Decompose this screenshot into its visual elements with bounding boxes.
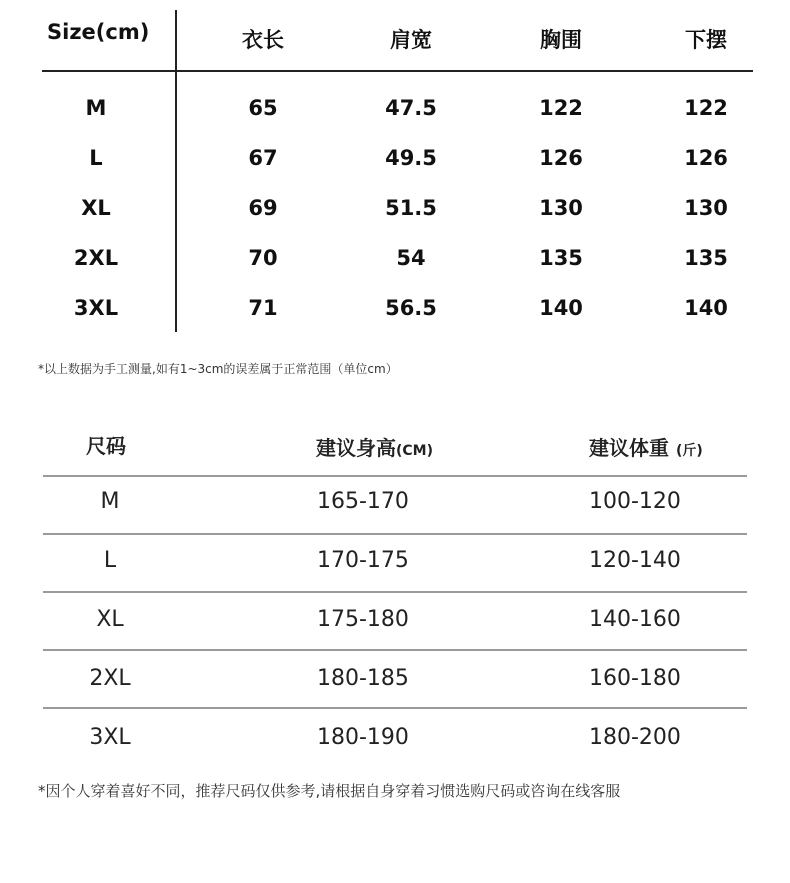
row-divider <box>43 533 747 535</box>
header-weight <box>589 432 703 461</box>
rec-row-size: M <box>100 489 120 514</box>
rec-row-weight: 100-120 <box>589 489 681 514</box>
rec-row-weight: 160-180 <box>589 666 681 691</box>
row-chest: 126 <box>539 146 583 170</box>
rec-row-size: 3XL <box>89 725 131 750</box>
column-divider <box>175 10 177 332</box>
row-length: 71 <box>248 296 278 320</box>
row-hem: 122 <box>684 96 728 120</box>
row-shoulder: 54 <box>396 246 426 270</box>
row-hem: 135 <box>684 246 728 270</box>
row-divider <box>43 707 747 709</box>
header-height-label: 建议身高 <box>316 436 396 460</box>
header-hem: 下摆 <box>685 28 727 52</box>
row-chest: 122 <box>539 96 583 120</box>
row-length: 69 <box>248 196 278 220</box>
row-chest: 130 <box>539 196 583 220</box>
measurement-note: *以上数据为手工测量,如有1~3cm的误差属于正常范围（单位cm） <box>38 362 398 376</box>
row-shoulder: 47.5 <box>385 96 437 120</box>
row-length: 67 <box>248 146 278 170</box>
row-chest: 140 <box>539 296 583 320</box>
rec-row-height: 180-190 <box>317 725 409 750</box>
rec-row-size: XL <box>96 607 124 632</box>
row-hem: 140 <box>684 296 728 320</box>
row-shoulder: 56.5 <box>385 296 437 320</box>
row-chest: 135 <box>539 246 583 270</box>
rec-row-weight: 140-160 <box>589 607 681 632</box>
row-size: 3XL <box>73 296 119 320</box>
rec-row-height: 180-185 <box>317 666 409 691</box>
row-size: 2XL <box>73 246 119 270</box>
recommendation-note: *因个人穿着喜好不同，推荐尺码仅供参考,请根据自身穿着习惯选购尺码或咨询在线客服 <box>38 782 621 800</box>
row-length: 70 <box>248 246 278 270</box>
header-weight-unit: (斤) <box>675 443 703 459</box>
rec-row-height: 170-175 <box>317 548 409 573</box>
row-divider <box>43 475 747 477</box>
row-shoulder: 49.5 <box>385 146 437 170</box>
rec-row-size: L <box>103 548 117 573</box>
rec-row-height: 165-170 <box>317 489 409 514</box>
header-height <box>316 432 433 461</box>
header-height-unit: (CM) <box>396 443 434 459</box>
rec-row-weight: 120-140 <box>589 548 681 573</box>
header-chest: 胸围 <box>540 28 582 52</box>
row-size: M <box>85 96 107 120</box>
rec-row-size: 2XL <box>89 666 131 691</box>
row-hem: 130 <box>684 196 728 220</box>
rec-row-weight: 180-200 <box>589 725 681 750</box>
header-size: 尺码 <box>86 434 126 458</box>
row-size: L <box>89 146 103 170</box>
header-weight-label: 建议体重 <box>589 436 669 460</box>
header-divider <box>42 70 753 72</box>
rec-row-height: 175-180 <box>317 607 409 632</box>
header-shoulder: 肩宽 <box>390 28 432 52</box>
row-divider <box>43 649 747 651</box>
row-length: 65 <box>248 96 278 120</box>
header-length: 衣长 <box>242 28 284 52</box>
row-divider <box>43 591 747 593</box>
header-size: Size(cm) <box>47 20 150 44</box>
row-hem: 126 <box>684 146 728 170</box>
row-size: XL <box>81 196 111 220</box>
row-shoulder: 51.5 <box>385 196 437 220</box>
